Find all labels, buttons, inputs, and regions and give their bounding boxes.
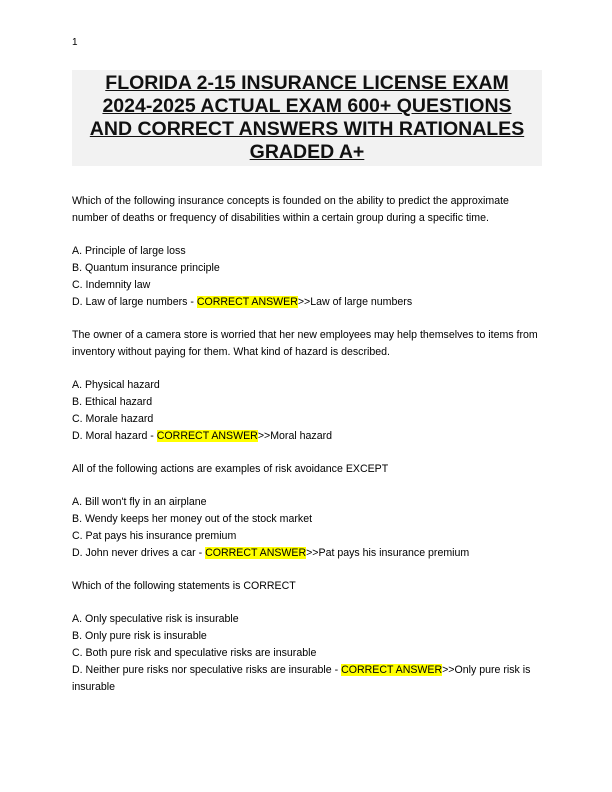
- title-block: [72, 70, 542, 166]
- answer-options: [72, 243, 542, 311]
- question-text: All of the following actions are examples of risk avoidance EXCEPT: [72, 463, 389, 475]
- option-c: C. Both pure risk and speculative risks are insurable: [72, 647, 317, 659]
- option-d-correct: [72, 545, 542, 562]
- option-b: B. Only pure risk is insurable: [72, 630, 207, 642]
- option-b: B. Ethical hazard: [72, 396, 153, 408]
- question-text: Which of the following insurance concepts is founded on the ability to predict the approximate number of deaths or frequency of disabilities within a certain group during a specific time.: [72, 195, 509, 224]
- answer-option-text: D. Neither pure risks nor speculative risks are insurable -: [72, 664, 342, 676]
- question-text: The owner of a camera store is worried that her new employees may help themselves to items from inventory without paying for them. What kind of hazard is described.: [72, 329, 538, 358]
- answer-options: [72, 611, 542, 696]
- option-a: A. Bill won't fly in an airplane: [72, 496, 207, 508]
- option-c: C. Morale hazard: [72, 413, 154, 425]
- page-number: 1: [72, 37, 78, 48]
- answer-explanation: >>Pat pays his insurance premium: [306, 547, 470, 559]
- option-a: A. Principle of large loss: [72, 245, 186, 257]
- option-a: A. Only speculative risk is insurable: [72, 613, 239, 625]
- option-b: B. Wendy keeps her money out of the stock market: [72, 513, 313, 525]
- correct-answer-highlight: CORRECT ANSWER: [196, 296, 298, 308]
- correct-answer-highlight: CORRECT ANSWER: [341, 664, 443, 676]
- option-d-correct: [72, 294, 542, 311]
- question-list: [72, 193, 542, 712]
- answer-option-text: D. John never drives a car -: [72, 547, 206, 559]
- answer-options: [72, 494, 542, 562]
- document-title: FLORIDA 2-15 INSURANCE LICENSE EXAM 2024-2025 ACTUAL EXAM 600+ QUESTIONS AND CORRECT ANSWERS WITH RATIONALES GRADED A+: [89, 72, 525, 163]
- answer-explanation: >>Moral hazard: [257, 430, 333, 442]
- option-d-correct: [72, 428, 542, 445]
- answer-option-text: D. Moral hazard -: [72, 430, 157, 442]
- correct-answer-highlight: CORRECT ANSWER: [156, 430, 258, 442]
- answer-options: [72, 377, 542, 445]
- answer-explanation: >>Only pure risk is insurable: [72, 664, 531, 693]
- option-b: B. Quantum insurance principle: [72, 262, 220, 274]
- option-d-correct: [72, 662, 542, 696]
- option-a: A. Physical hazard: [72, 379, 160, 391]
- correct-answer-highlight: CORRECT ANSWER: [205, 547, 307, 559]
- question-text: Which of the following statements is CORRECT: [72, 580, 296, 592]
- answer-explanation: >>Law of large numbers: [297, 296, 413, 308]
- option-c: C. Indemnity law: [72, 279, 151, 291]
- option-c: C. Pat pays his insurance premium: [72, 530, 237, 542]
- answer-option-text: D. Law of large numbers -: [72, 296, 197, 308]
